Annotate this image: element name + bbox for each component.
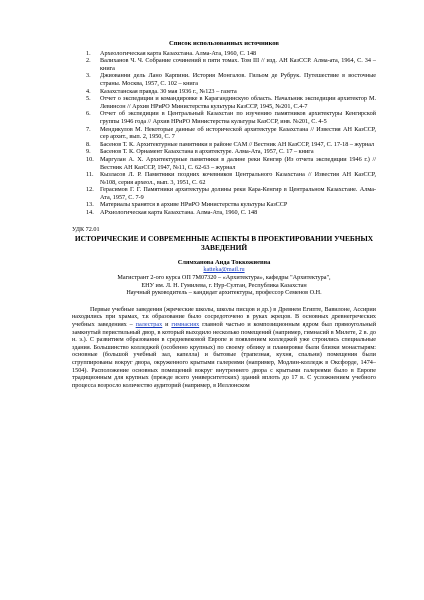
reference-text: Отчет об экспедиции в Центральный Казахстан по изучению памятников архитектуры Кенгирской группы 1946 года // Архив НРиРО Министерства культуры КазССР, инв. №201, С. 4-5 xyxy=(100,110,376,125)
body-text-start: Первые учебные заведения (жреческие школы, школы писцов и др.) в Древнем Египте, Вавилоне, Ассирии находились при храмах, т.к образование было сосредоточено в руках жрецов. В основных древнегреческих учебных заведениях – xyxy=(72,305,376,328)
reference-text: Кызласов Л. Р. Памятники поздних кочевников Центрального Казахстана // Известия АН КазССР, №108, серия археол., вып. 3, 1951, С. 62 xyxy=(100,171,376,186)
reference-text: Маргулан А. Х. Архитектурные памятники в далине реки Кенгир (Из отчета экспедиции 1946 г.) // Вестник АН КазССР, 1947, №11, С. 62-63 – журнал xyxy=(100,155,376,171)
reference-number: 13. xyxy=(86,201,94,209)
reference-number: 11. xyxy=(86,171,94,179)
reference-item xyxy=(72,201,376,209)
affiliation xyxy=(72,274,376,297)
reference-text: Мендикулов М. Некоторые данные об исторической архитектуре Казахстана // Известия АН КазССР, сер архит., вып. 2, 1950, С. 7 xyxy=(100,125,376,141)
reference-text: Басенов Т. К. Архитектурные памятники в районе САМ // Вестник АН КазССР, 1947, С. 17-18 – журнал xyxy=(100,140,375,148)
reference-number: 10. xyxy=(86,155,94,163)
reference-number: 12. xyxy=(86,186,94,194)
reference-item xyxy=(72,95,376,110)
reference-number: 2. xyxy=(86,57,91,65)
reference-text: Герасимов Г. Г. Памятники архитектуры долины реки Кара-Кенгир в Центральном Казахстане. Алма-Ата, 1957, С. 7-9 xyxy=(100,186,376,201)
reference-item xyxy=(72,126,376,141)
reference-text: Материалы хранятся в архиве НРиРО Министерства культуры КазССР xyxy=(100,201,288,209)
reference-item xyxy=(72,57,376,72)
email-link[interactable]: katteka@mail.ru xyxy=(203,266,245,274)
reference-item xyxy=(72,156,376,171)
author-name: Слямханова Аида Токкожиевна xyxy=(177,258,271,266)
reference-item xyxy=(72,50,376,58)
reference-item xyxy=(72,141,376,149)
reference-item xyxy=(72,186,376,201)
references-list xyxy=(72,50,376,217)
reference-number: 4. xyxy=(86,87,91,95)
body-text-and: и xyxy=(162,321,172,328)
reference-text: Казахстанская правда. 30 мая 1936 г., №123 – газета xyxy=(100,87,237,95)
reference-number: 9. xyxy=(86,148,91,156)
reference-text: Джиованни дель Лано Карпини. История Монгалов. Гильом де Рубрук. Путешествие в восточные страны. Москва, 1957, С. 102 – книга xyxy=(100,72,376,87)
reference-text: Валиханов Ч. Ч. Собрание сочинений в пяти томах. Том III // изд. АН КазССР. Алма-ата, 1964, С. 34 – книга xyxy=(100,57,376,72)
body-text-rest: главной частью и композиционным ядром был прямоугольный замкнутый перистильный двор, в который выходило несколько помещений (например, гимнасий в Милете, 2 в. до н. э.). С развитием образования в средневековой Европе и появлением колледжей уже строились специальные здания. Большинство колледжей (особенно крупных) по своему облику и планировке были близки монастырям: основные (большой учебный зал, капелла) и бытовые (трапезная, кухня, спальни) помещения были сгруппированы вокруг двора, окруженного крытыми галереями (например, Модлин-колледж в Оксфорде, 1474–1504). Расположение основных помещений вокруг внутреннего двора с крытыми галереями было в Европе традиционным для крупных (прежде всего университетских) зданий вплоть до 17 в. С усложнением учебного процесса возросло количество аудиторий (например, в Иеллонском xyxy=(72,321,377,389)
affiliation-line-2: ЕНУ им. Л. Н. Гумилева, г. Нур-Султан, Республика Казахстан xyxy=(141,281,307,289)
reference-number: 14. xyxy=(86,209,94,217)
reference-number: 6. xyxy=(86,110,91,118)
body-paragraph xyxy=(72,306,376,390)
affiliation-line-3: Научный руководитель – кандидат архитектуры, профессор Семенов О.Н. xyxy=(126,289,322,297)
reference-number: 7. xyxy=(86,125,91,133)
reference-item xyxy=(72,171,376,186)
palestra-link[interactable]: палестрах xyxy=(135,321,163,328)
reference-text: Басенов Т. К. Орнамент Казахстана в архитектуре. Алма-Ата, 1957, С. 17 – книга xyxy=(100,148,314,156)
reference-text: Археологическая карта Казахстана. Алма-Ата, 1960, С. 148 xyxy=(100,49,257,57)
reference-number: 3. xyxy=(86,72,91,80)
reference-text: АРхиологическая карта Казахстана. Алма-Ата, 1960, С. 148 xyxy=(100,209,258,217)
reference-item xyxy=(72,209,376,217)
gymnasium-link[interactable]: гимнасиях xyxy=(171,321,200,328)
affiliation-line-1: Магистрант 2-ого курса ОП 7М07320 – «Архитектура», кафедры "Архитектура", xyxy=(117,274,331,282)
reference-item xyxy=(72,148,376,156)
references-title: Список использованных источников xyxy=(169,40,279,47)
reference-number: 8. xyxy=(86,140,91,148)
author-email xyxy=(72,266,376,274)
reference-number: 5. xyxy=(86,95,91,103)
reference-item xyxy=(72,88,376,96)
reference-number: 1. xyxy=(86,49,91,57)
reference-text: Отчет о экспедиции и командировке в Карагандинскую область. Начальник экспедиции архитектор М. Левинсон // Архив НРиРО Министерства культуры КазССР, 1945, №201, С.4-7 xyxy=(100,95,376,110)
reference-item xyxy=(72,110,376,125)
reference-item xyxy=(72,72,376,87)
udk-code: УДК 72.01 xyxy=(72,225,100,233)
paper-title: ИСТОРИЧЕСКИЕ И СОВРЕМЕННЫЕ АСПЕКТЫ В ПРОЕКТИРОВАНИИ УЧЕБНЫХ ЗАВЕДЕНИЙ xyxy=(74,234,374,253)
